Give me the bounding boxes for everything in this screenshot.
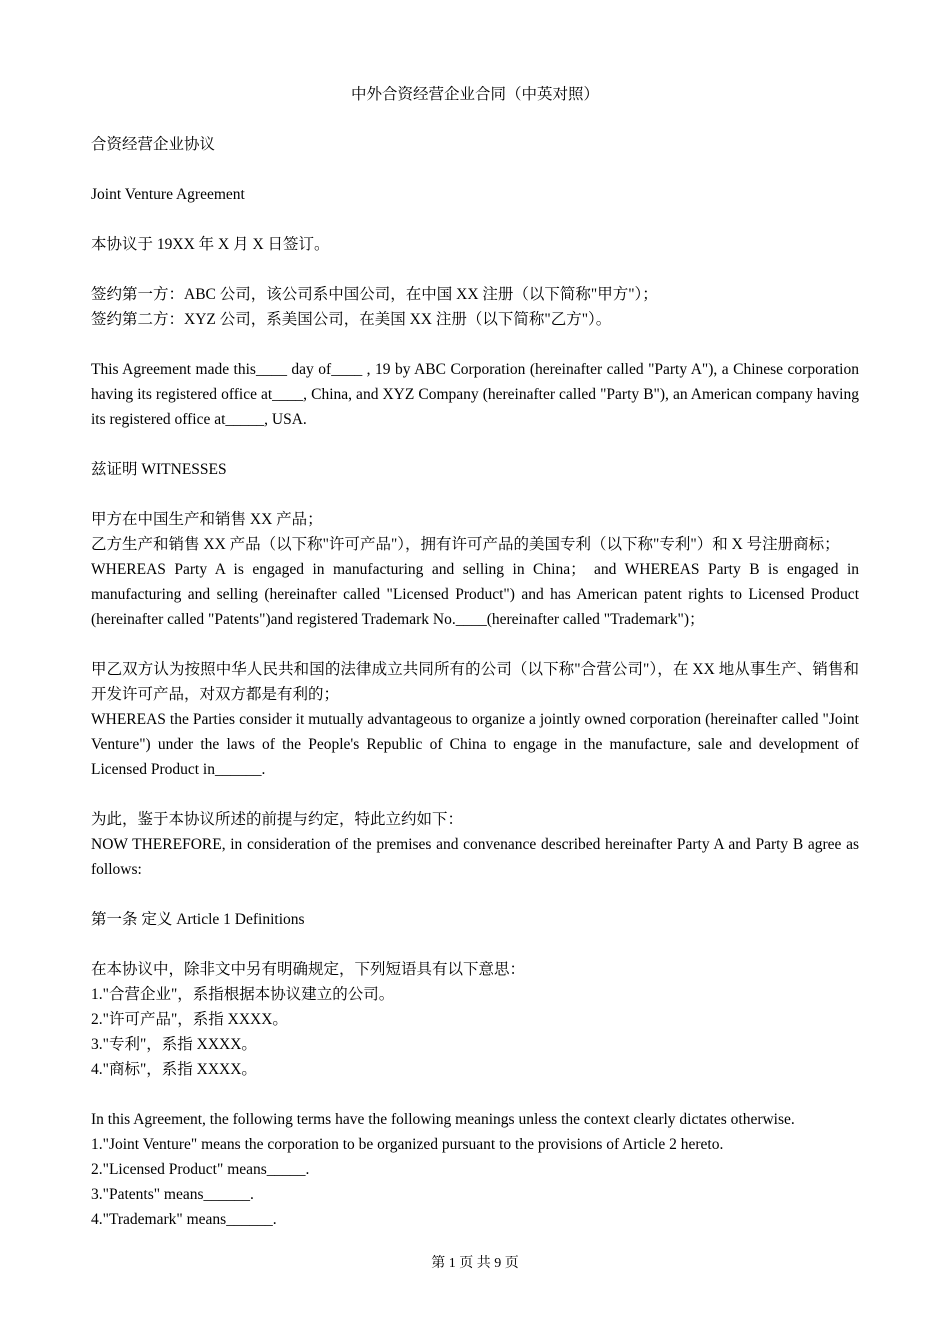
subtitle-chinese: 合资经营企业协议	[91, 136, 216, 153]
whereas-clause-2	[91, 657, 859, 782]
signing-date-line: 本协议于 19XX 年 X 月 X 日签订。	[91, 236, 330, 253]
definitions-english	[91, 1107, 859, 1232]
definition-en-item: 3."Patents" means______.	[91, 1186, 254, 1203]
definition-cn-item: 4."商标"，系指 XXXX。	[91, 1061, 257, 1078]
therefore-english: NOW THEREFORE, in consideration of the premises and convenance described hereinafter Party A and Party B agree as follows:	[91, 836, 859, 878]
definition-cn-item: 1."合营企业"，系指根据本协议建立的公司。	[91, 986, 395, 1003]
document-page	[91, 82, 859, 1232]
therefore-chinese: 为此，鉴于本协议所述的前提与约定，特此立约如下：	[91, 811, 464, 828]
parties-english: This Agreement made this____ day of____ , 19 by ABC Corporation (hereinafter called "Party A"), a Chinese corporation having its registered office at____, China, and XYZ Company (hereinafter called "Party B"), an American company having its registered office at_____, USA.	[91, 361, 859, 428]
definition-en-item: 1."Joint Venture" means the corporation to be organized pursuant to the provisions of Article 2 hereto.	[91, 1136, 724, 1153]
definition-cn-item: 2."许可产品"，系指 XXXX。	[91, 1011, 288, 1028]
page-number-footer: 第 1 页 共 9 页	[431, 1256, 519, 1271]
party-b-line: 签约第二方：XYZ 公司，系美国公司，在美国 XX 注册（以下简称"乙方"）。	[91, 311, 612, 328]
parties-chinese	[91, 282, 859, 332]
party-a-line: 签约第一方：ABC 公司，该公司系中国公司，在中国 XX 注册（以下简称"甲方"）；	[91, 286, 658, 303]
whereas-2-chinese: 甲乙双方认为按照中华人民共和国的法律成立共同所有的公司（以下称"合营公司"），在 XX 地从事生产、销售和开发许可产品，对双方都是有利的；	[91, 661, 859, 703]
whereas-clause-1	[91, 507, 859, 632]
definitions-chinese	[91, 957, 859, 1082]
article-1-heading: 第一条 定义 Article 1 Definitions	[91, 911, 305, 928]
therefore-clause	[91, 807, 859, 882]
whereas-1-cn-line-2: 乙方生产和销售 XX 产品（以下称"许可产品"），拥有许可产品的美国专利（以下称"专利"）和 X 号注册商标；	[91, 536, 840, 553]
definition-cn-item: 3."专利"，系指 XXXX。	[91, 1036, 257, 1053]
definitions-intro-cn: 在本协议中，除非文中另有明确规定，下列短语具有以下意思：	[91, 961, 526, 978]
whereas-2-english: WHEREAS the Parties consider it mutually advantageous to organize a jointly owned corporation (hereinafter called "Joint Venture") under the laws of the People's Republic of China to engage in the manufacture, sale and development of Licensed Product in______.	[91, 711, 859, 778]
subtitle-english: Joint Venture Agreement	[91, 186, 245, 203]
document-title: 中外合资经营企业合同（中英对照）	[350, 86, 599, 103]
whereas-1-english: WHEREAS Party A is engaged in manufacturing and selling in China； and WHEREAS Party B is engaged in manufacturing and selling (hereinafter called "Licensed Product") and has American patent rights to Licensed Product (hereinafter called "Patents")and registered Trademark No.____(hereinafter called "Trademark")；	[91, 561, 859, 628]
definitions-intro-en: In this Agreement, the following terms have the following meanings unless the context clearly dictates otherwise.	[91, 1111, 795, 1128]
witnesses-heading: 兹证明 WITNESSES	[91, 461, 227, 478]
definition-en-item: 4."Trademark" means______.	[91, 1211, 277, 1228]
whereas-1-cn-line-1: 甲方在中国生产和销售 XX 产品；	[91, 511, 323, 528]
definition-en-item: 2."Licensed Product" means_____.	[91, 1161, 310, 1178]
